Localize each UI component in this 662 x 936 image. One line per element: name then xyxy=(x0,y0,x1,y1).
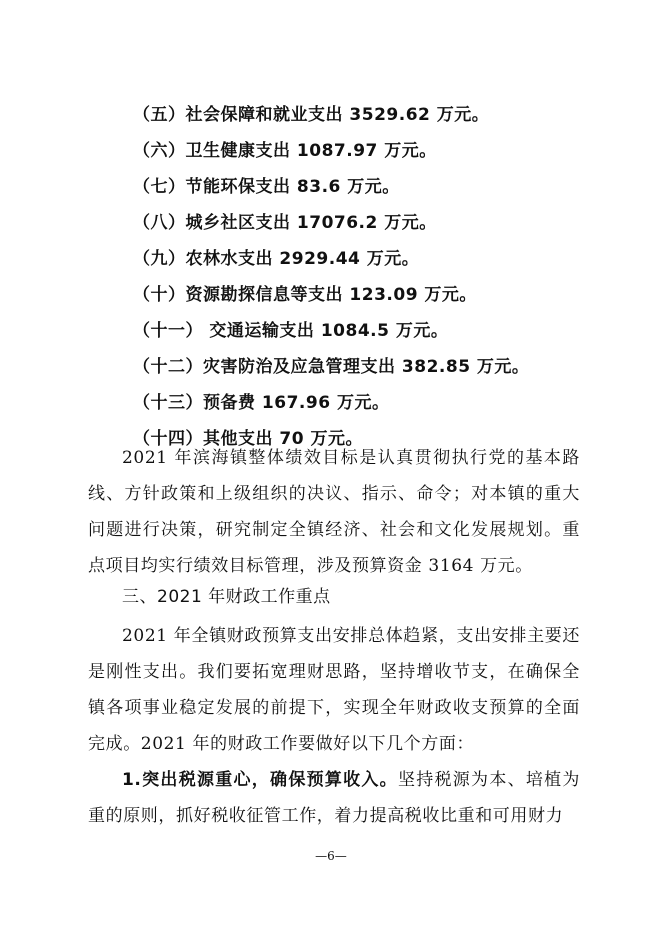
expenditure-item-9: （九）农林水支出 2929.44 万元。 xyxy=(133,249,420,269)
point-1-text: 坚持税源为本、培植为重的原则，抓好税收征管工作，着力提高税收比重和可用财力 xyxy=(88,770,581,826)
expenditure-item-12: （十二）灾害防治及应急管理支出 382.85 万元。 xyxy=(133,357,530,377)
expenditure-item-13: （十三）预备费 167.96 万元。 xyxy=(133,393,390,413)
expenditure-item-10: （十）资源勘探信息等支出 123.09 万元。 xyxy=(133,285,477,305)
expenditure-item-14: （十四）其他支出 70 万元。 xyxy=(133,429,363,449)
point-1-title: 1.突出税源重心，确保预算收入。 xyxy=(122,770,398,790)
section-heading: 三、2021 年财政工作重点 xyxy=(122,587,331,607)
expenditure-item-8: （八）城乡社区支出 17076.2 万元。 xyxy=(133,213,437,233)
expenditure-item-5: （五）社会保障和就业支出 3529.62 万元。 xyxy=(133,105,490,125)
page-number: —6— xyxy=(315,849,347,863)
point-1-paragraph xyxy=(88,762,580,834)
expenditure-item-11: （十一） 交通运输支出 1084.5 万元。 xyxy=(133,321,449,341)
expenditure-item-7: （七）节能环保支出 83.6 万元。 xyxy=(133,177,400,197)
fiscal-focus-paragraph: 2021 年全镇财政预算支出安排总体趋紧，支出安排主要还是刚性支出。我们要拓宽理财思路，坚持增收节支，在确保全镇各项事业稳定发展的前提下，实现全年财政收支预算的全面完成。2021 年的财政工作要做好以下几个方面： xyxy=(88,626,580,754)
expenditure-item-6: （六）卫生健康支出 1087.97 万元。 xyxy=(133,141,437,161)
performance-goal-paragraph: 2021 年滨海镇整体绩效目标是认真贯彻执行党的基本路线、方针政策和上级组织的决议、指示、命令；对本镇的重大问题进行决策，研究制定全镇经济、社会和文化发展规划。重点项目均实行绩效目标管理，涉及预算资金 3164 万元。 xyxy=(88,448,580,576)
